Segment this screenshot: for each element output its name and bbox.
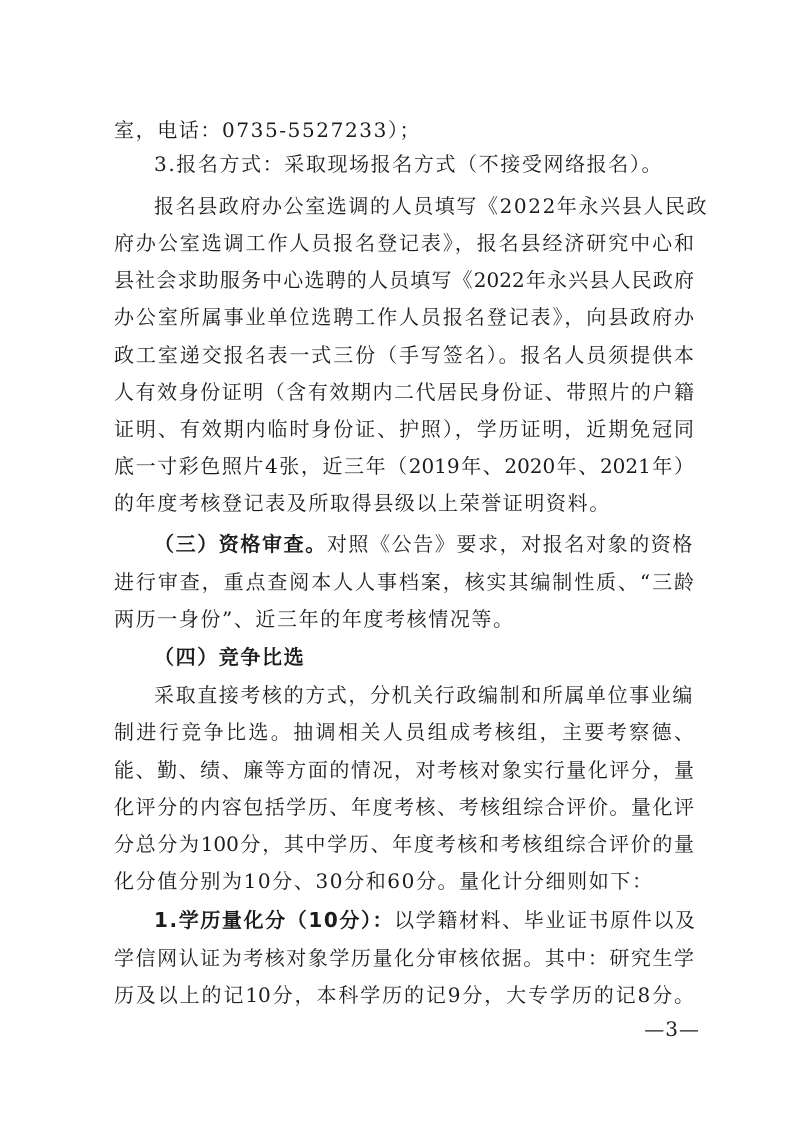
text-line: 证明、有效期内临时身份证、护照），学历证明，近期免冠同 <box>114 417 694 441</box>
section-heading-qualification: （三）资格审查。 <box>154 532 327 556</box>
text-line: 办公室所属事业单位选聘工作人员报名登记表》，向县政府办 <box>114 305 694 329</box>
section-qualification <box>154 530 694 558</box>
text-line: 两历一身份”、近三年的年度考核情况等。 <box>114 607 515 631</box>
text-line: 学信网认证为考核对象学历量化分审核依据。其中：研究生学 <box>114 946 694 970</box>
text-line: 采取直接考核的方式，分机关行政编制和所属单位事业编 <box>154 683 694 707</box>
text-line: 分总分为100分，其中学历、年度考核和考核组综合评价的量 <box>114 832 694 856</box>
text-line: 府办公室选调工作人员报名登记表》，报名县经济研究中心和 <box>114 231 694 255</box>
text-line: 化分值分别为10分、30分和60分。量化计分细则如下： <box>114 869 654 893</box>
text-line: 政工室递交报名表一式三份（手写签名）。报名人员须提供本 <box>114 343 694 367</box>
text-line: 底一寸彩色照片4张，近三年（2019年、2020年、2021年） <box>114 454 694 478</box>
text-line: 室，电话：0735-5527233）； <box>114 118 422 142</box>
text-line: 3.报名方式：采取现场报名方式（不接受网络报名）。 <box>154 152 664 176</box>
text-line: 县社会求助服务中心选聘的人员填写《2022年永兴县人民政府 <box>114 268 694 292</box>
text-line: 进行审查，重点查阅本人人事档案，核实其编制性质、“三龄 <box>114 570 694 594</box>
text-line: 人有效身份证明（含有效期内二代居民身份证、带照片的户籍 <box>114 380 694 404</box>
text-line: 对照《公告》要求，对报名对象的资格 <box>326 532 695 556</box>
section-heading-competition: （四）竞争比选 <box>154 645 306 669</box>
section-competition <box>154 643 694 671</box>
text-line: 历及以上的记10分，本科学历的记9分，大专学历的记8分。 <box>114 983 694 1007</box>
text-line: 化评分的内容包括学历、年度考核、考核组综合评价。量化评 <box>114 795 694 819</box>
page-number: —3— <box>644 1017 700 1041</box>
text-line: 的年度考核登记表及所取得县级以上荣誉证明资料。 <box>114 491 611 515</box>
text-line: 以学籍材料、毕业证书原件以及 <box>394 908 697 932</box>
text-line: 能、勤、绩、廉等方面的情况，对考核对象实行量化评分，量 <box>114 758 694 782</box>
section-heading-education: 1.学历量化分（10分）： <box>154 908 395 932</box>
text-line: 报名县政府办公室选调的人员填写《2022年永兴县人民政 <box>154 194 709 218</box>
text-line: 制进行竞争比选。抽调相关人员组成考核组，主要考察德、 <box>114 720 694 744</box>
section-education <box>154 906 697 934</box>
